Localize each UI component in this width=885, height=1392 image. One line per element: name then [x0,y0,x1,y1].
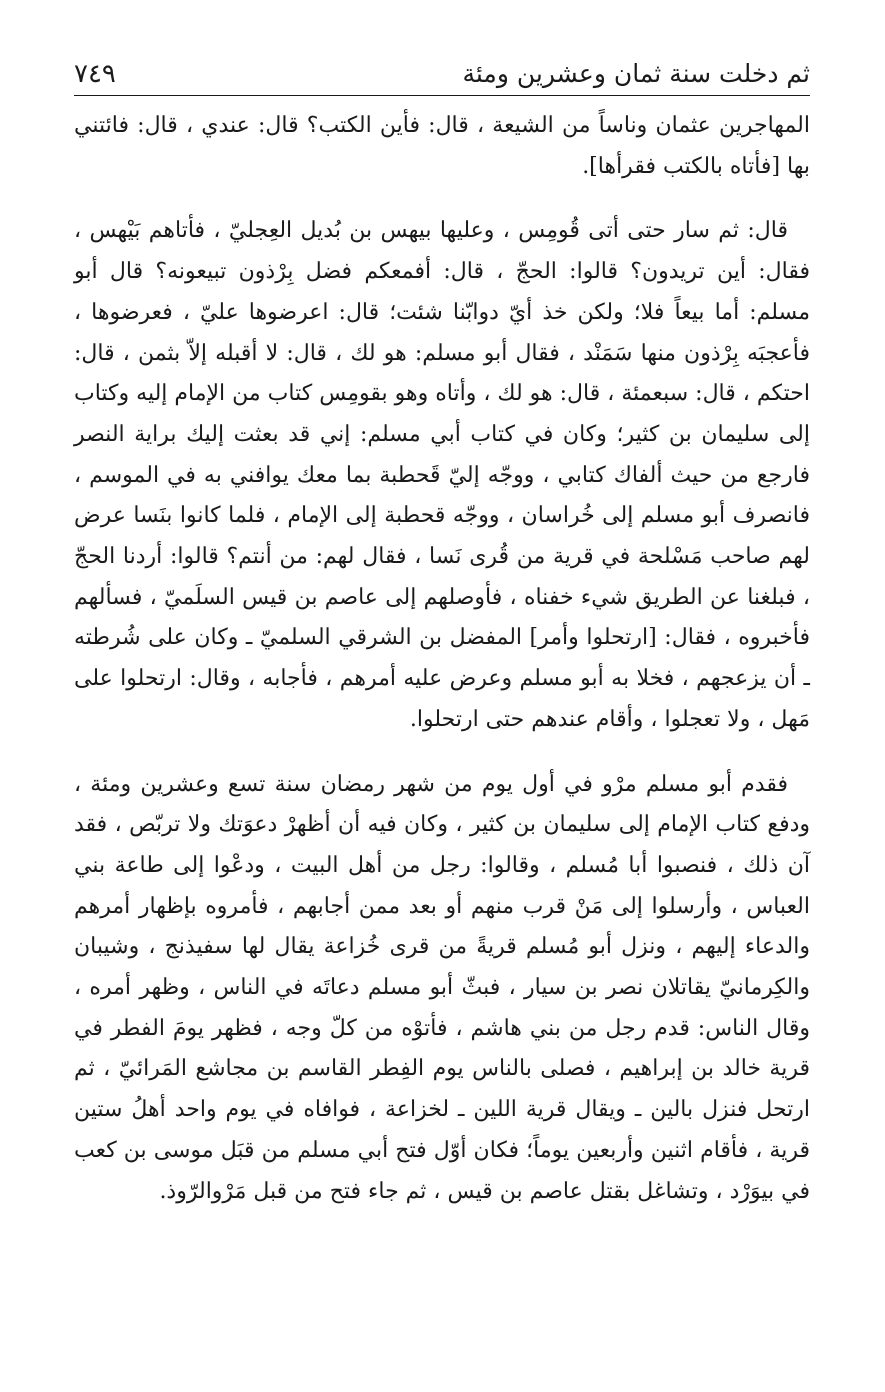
book-page [74,56,810,1356]
page-header [74,56,810,96]
paragraph-2: قال: ثم سار حتى أتى قُومِس ، وعليها بيهس بن بُديل العِجليّ ، فأتاهم بَيْهس ، فقال: أين تريدون؟ قالوا: الحجّ ، قال: أفمعكم فضل بِرْذون تبيعونه؟ قال أبو مسلم: أما بيعاً فلا؛ ولكن خذ أيّ دوابّنا شئت؛ قال: اعرضوها عليّ ، فعرضوها ، فأعجبَه بِرْذون منها سَمَنْد ، فقال أبو مسلم: هو لك ، قال: لا أقبله إلاّ بثمن ، قال: احتكم ، قال: سبعمئة ، قال: هو لك ، وأتاه وهو بقومِس كتاب من الإمام إليه وكتاب إلى سليمان بن كثير؛ وكان في كتاب أبي مسلم: إني قد بعثت إليك براية النصر فارجع من حيث ألفاك كتابي ، ووجّه إليّ قَحطبة بما معك يوافني به في الموسم ، فانصرف أبو مسلم إلى خُراسان ، ووجّه قحطبة إلى الإمام ، فلما كانوا بنَسا عرض لهم صاحب مَسْلحة في قرية من قُرى نَسا ، فقال لهم: من أنتم؟ قالوا: أردنا الحجّ ، فبلغنا عن الطريق شيء خفناه ، فأوصلهم إلى عاصم بن قيس السلَميّ ، فسألهم فأخبروه ، فقال: [ارتحلوا وأمر] المفضل بن الشرقي السلميّ ـ وكان على شُرطته ـ أن يزعجهم ، فخلا به أبو مسلم وعرض عليه أمرهم ، فأجابه ، وقال: ارتحلوا على مَهل ، ولا تعجلوا ، وأقام عندهم حتى ارتحلوا. [74,218,810,732]
paragraph-3: فقدم أبو مسلم مرْو في أول يوم من شهر رمضان سنة تسع وعشرين ومئة ، ودفع كتاب الإمام إلى سليمان بن كثير ، وكان فيه أن أظهرْ دعوَتك ولا تربّص ، فقد آن ذلك ، فنصبوا أبا مُسلم ، وقالوا: رجل من أهل البيت ، ودعْوا إلى طاعة بني العباس ، وأرسلوا إلى مَنْ قرب منهم أو بعد ممن أجابهم ، فأمروه بإظهار أمرهم والدعاء إليهم ، ونزل أبو مُسلم قريةً من قرى خُزاعة يقال لها سفيذنج ، وشيبان والكِرمانيّ يقاتلان نصر بن سيار ، فبثّ أبو مسلم دعاتَه في الناس ، وظهر أمره ، وقال الناس: قدم رجل من بني هاشم ، فأتوْه من كلّ وجه ، فظهر يومَ الفطر في قرية خالد بن إبراهيم ، فصلى بالناس يوم الفِطر القاسم بن مجاشع المَرائيّ ، ثم ارتحل فنزل بالين ـ ويقال قرية اللين ـ لخزاعة ، فوافاه في يوم واحد أهلُ ستين قرية ، فأقام اثنين وأربعين يوماً؛ فكان أوّل فتح أبي مسلم من قبَل موسى بن كعب في بيوَرْد ، وتشاغل بقتل عاصم بن قيس ، ثم جاء فتح من قبل مَرْوالرّوذ. [74,771,810,1204]
running-title: ثم دخلت سنة ثمان وعشرين ومئة [462,59,810,88]
body-text [74,106,810,1212]
page-number: ٧٤٩ [74,59,116,89]
paragraph-1: المهاجرين عثمان وناساً من الشيعة ، قال: فأين الكتب؟ قال: عندي ، قال: فائتني بها [فأتاه بالكتب فقرأها]. [74,113,810,179]
